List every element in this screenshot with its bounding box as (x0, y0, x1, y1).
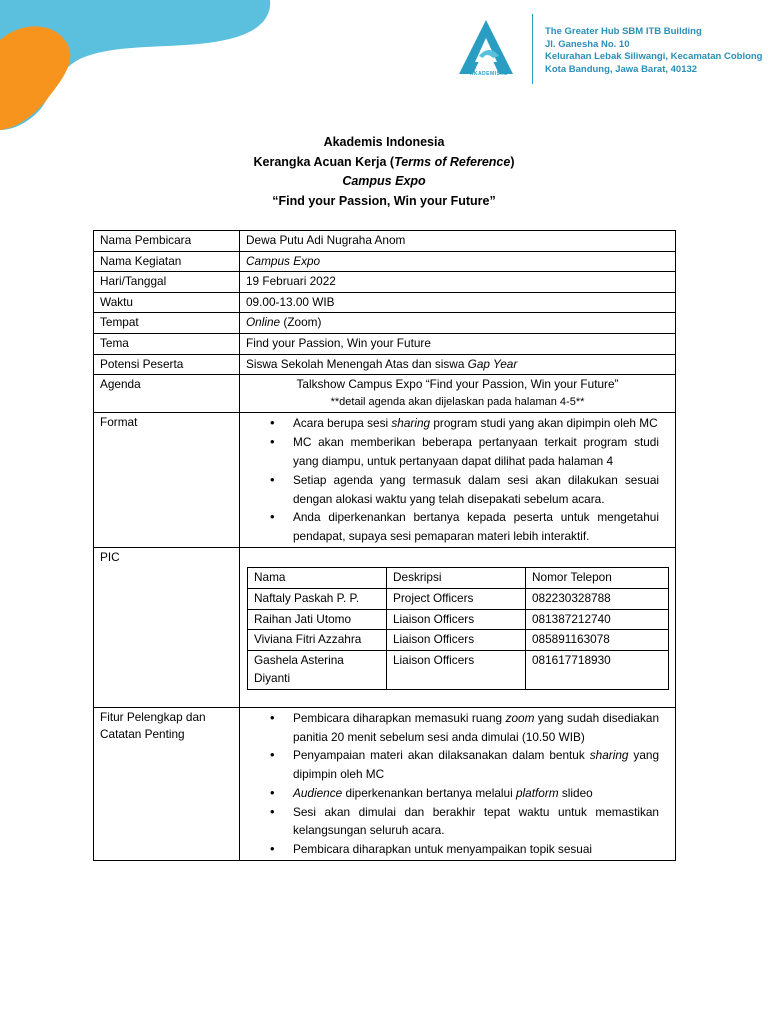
row-value: Online (Zoom) (240, 313, 676, 334)
row-value: Find your Passion, Win your Future (240, 333, 676, 354)
row-value: 09.00-13.00 WIB (240, 292, 676, 313)
pic-phone: 081387212740 (526, 609, 669, 630)
row-value: Campus Expo (240, 251, 676, 272)
row-label: PIC (94, 547, 240, 707)
pic-header: Deskripsi (387, 567, 526, 588)
tor-table (93, 230, 676, 861)
table-row (94, 231, 676, 252)
pic-name: Raihan Jati Utomo (248, 609, 387, 630)
row-label: Waktu (94, 292, 240, 313)
list-item: • Anda diperkenankan bertanya kepada peserta untuk mengetahui pendapat, supaya sesi pemaparan materi lebih interaktif. (270, 509, 659, 544)
pic-header: Nama (248, 567, 387, 588)
pic-phone: 082230328788 (526, 588, 669, 609)
title-tor: Kerangka Acuan Kerja (Terms of Reference) (253, 154, 515, 169)
row-value: Dewa Putu Adi Nugraha Anom (240, 231, 676, 252)
pic-row (248, 588, 669, 609)
table-row (94, 292, 676, 313)
pic-desc: Liaison Officers (387, 609, 526, 630)
title-event: Campus Expo (342, 174, 426, 188)
format-value (240, 413, 676, 548)
pic-row (248, 609, 669, 630)
header-decoration (0, 0, 280, 140)
table-row (94, 333, 676, 354)
table-row (94, 313, 676, 334)
pic-name: Viviana Fitri Azzahra (248, 630, 387, 651)
pic-phone: 085891163078 (526, 630, 669, 651)
address-block (545, 26, 763, 76)
pic-name: Naftaly Paskah P. P. (248, 588, 387, 609)
table-row (94, 272, 676, 293)
pic-header-row (248, 567, 669, 588)
table-row (94, 251, 676, 272)
header-divider (532, 14, 533, 84)
address-line: Jl. Ganesha No. 10 (545, 38, 630, 50)
row-value: 19 Februari 2022 (240, 272, 676, 293)
pic-row (248, 630, 669, 651)
address-line: Kota Bandung, Jawa Barat, 40132 (545, 63, 698, 75)
row-value: Siswa Sekolah Menengah Atas dan siswa Gap Year (240, 354, 676, 375)
list-item: • Penyampaian materi akan dilaksanakan dalam bentuk sharing yang dipimpin oleh MC (270, 747, 660, 782)
pic-desc: Project Officers (387, 588, 526, 609)
row-label: Nama Kegiatan (94, 251, 240, 272)
table-row (94, 375, 676, 413)
row-label: Fitur Pelengkap dan Catatan Penting (94, 707, 240, 860)
agenda-line: Talkshow Campus Expo “Find your Passion, Win your Future” (296, 377, 619, 392)
agenda-note: **detail agenda akan dijelaskan pada halaman 4-5** (330, 395, 585, 408)
list-item: • Setiap agenda yang termasuk dalam sesi akan dilakukan sesuai dengan alokasi waktu yang telah disepakati sebelum acara. (270, 471, 659, 506)
list-item: • Sesi akan dimulai dan berakhir tepat waktu untuk memastikan kelangsungan seluruh acara. (270, 803, 659, 838)
list-item: • Pembicara diharapkan untuk menyampaikan topik sesuai (270, 841, 593, 857)
row-label: Tempat (94, 313, 240, 334)
pic-value (240, 547, 676, 707)
pic-desc: Liaison Officers (387, 630, 526, 651)
pic-header: Nomor Telepon (526, 567, 669, 588)
pic-table (247, 567, 669, 690)
list-item: • Pembicara diharapkan memasuki ruang zoom yang sudah disediakan panitia 20 menit sebelum sesi anda dimulai (10.50 WIB) (270, 709, 660, 744)
title-org: Akademis Indonesia (323, 135, 445, 149)
table-row (94, 547, 676, 707)
row-label: Format (94, 413, 240, 548)
list-item: • Audience diperkenankan bertanya melalui platform slideo (270, 784, 593, 800)
address-line: Kelurahan Lebak Siliwangi, Kecamatan Coblong (545, 51, 763, 62)
document-title (0, 133, 768, 211)
pic-desc: Liaison Officers (387, 651, 526, 690)
table-row (94, 707, 676, 860)
agenda-value (240, 375, 676, 413)
fitur-value (240, 707, 676, 860)
row-label: Nama Pembicara (94, 231, 240, 252)
row-label: Tema (94, 333, 240, 354)
address-line: The Greater Hub SBM ITB Building (545, 26, 702, 37)
fitur-list (246, 709, 669, 859)
title-tagline: “Find your Passion, Win your Future” (272, 193, 496, 208)
table-row (94, 354, 676, 375)
format-list (246, 414, 669, 546)
table-row (94, 413, 676, 548)
list-item: • MC akan memberikan beberapa pertanyaan terkait program studi yang diampu, untuk pertanyaan dapat dilihat pada halaman 4 (270, 434, 659, 468)
logo-text: AKADEMIS.ID (469, 71, 509, 77)
row-label: Agenda (94, 375, 240, 413)
row-label: Hari/Tanggal (94, 272, 240, 293)
pic-phone: 081617718930 (526, 651, 669, 690)
pic-row (248, 651, 669, 690)
pic-name: Gashela Asterina Diyanti (248, 651, 387, 690)
list-item: • Acara berupa sesi sharing program studi yang akan dipimpin oleh MC (270, 415, 658, 431)
row-label: Potensi Peserta (94, 354, 240, 375)
